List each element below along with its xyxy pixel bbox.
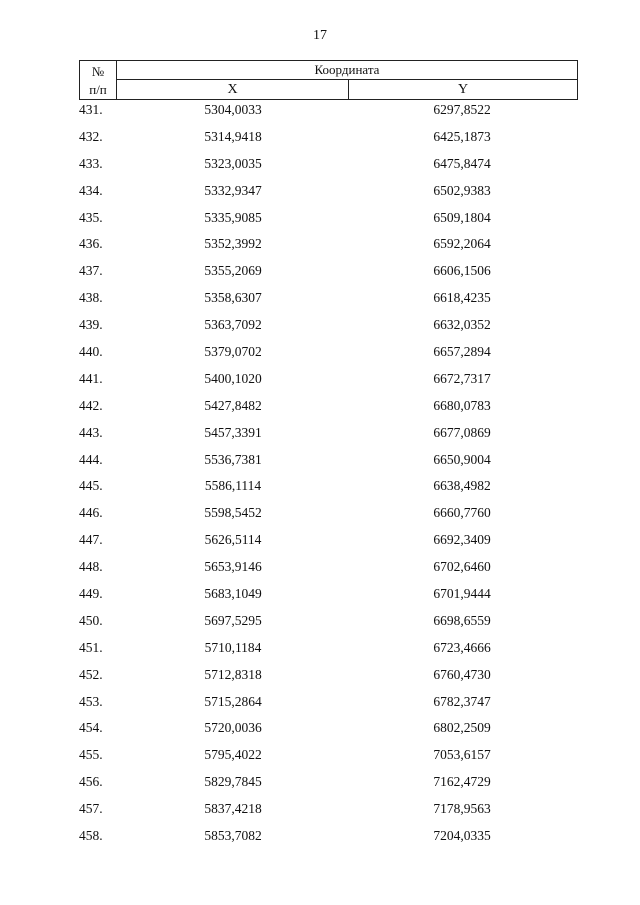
y-coordinate: 6618,4235 — [433, 290, 491, 306]
y-coordinate: 6692,3409 — [433, 532, 491, 548]
row-number: 457. — [79, 801, 103, 817]
row-number: 434. — [79, 182, 103, 198]
table-row — [79, 423, 578, 450]
x-coordinate: 5586,1114 — [204, 478, 262, 494]
table-row — [79, 530, 578, 557]
x-coordinate: 5626,5114 — [204, 532, 262, 548]
table-row — [79, 396, 578, 423]
table-row — [79, 826, 578, 853]
x-coordinate: 5697,5295 — [204, 612, 262, 628]
x-coordinate: 5683,1049 — [204, 586, 262, 602]
x-coordinate: 5332,9347 — [204, 182, 262, 198]
row-number: 445. — [79, 478, 103, 494]
y-coordinate: 6723,4666 — [433, 639, 491, 655]
table-row — [79, 450, 578, 477]
x-coordinate: 5795,4022 — [204, 747, 262, 763]
row-number: 431. — [79, 102, 103, 117]
x-coordinate: 5379,0702 — [204, 344, 262, 360]
table-row — [79, 288, 578, 315]
row-number: 436. — [79, 236, 103, 252]
row-number: 455. — [79, 747, 103, 763]
row-number: 432. — [79, 128, 103, 144]
row-number: 452. — [79, 666, 103, 682]
row-number: 440. — [79, 344, 103, 360]
y-coordinate: 7053,6157 — [433, 747, 491, 763]
number-column-header — [80, 61, 117, 99]
y-coordinate: 6680,0783 — [433, 397, 491, 413]
table-row — [79, 611, 578, 638]
y-coordinate: 6782,3747 — [433, 693, 491, 709]
y-coordinate: 6760,4730 — [433, 666, 491, 682]
row-number: 451. — [79, 639, 103, 655]
x-coordinate: 5314,9418 — [204, 128, 262, 144]
x-column-header: X — [117, 80, 349, 99]
x-coordinate: 5829,7845 — [204, 774, 262, 790]
row-number: 433. — [79, 155, 103, 171]
row-number: 454. — [79, 720, 103, 736]
y-coordinate: 6672,7317 — [433, 370, 491, 386]
y-coordinate: 6509,1804 — [433, 209, 491, 225]
table-row — [79, 745, 578, 772]
row-number: 449. — [79, 586, 103, 602]
x-coordinate: 5355,2069 — [204, 263, 262, 279]
y-coordinate: 6638,4982 — [433, 478, 491, 494]
x-coordinate: 5853,7082 — [204, 828, 262, 844]
row-number: 446. — [79, 505, 103, 521]
y-coordinate: 6475,8474 — [433, 155, 491, 171]
table-row — [79, 181, 578, 208]
x-coordinate: 5536,7381 — [204, 451, 262, 467]
row-number: 453. — [79, 693, 103, 709]
table-row — [79, 261, 578, 288]
table-row — [79, 315, 578, 342]
x-coordinate: 5598,5452 — [204, 505, 262, 521]
y-coordinate: 6425,1873 — [433, 128, 491, 144]
number-sign-label: № — [91, 64, 105, 79]
row-number: 447. — [79, 532, 103, 548]
y-coordinate: 6297,8522 — [433, 102, 491, 117]
y-coordinate: 6698,6559 — [433, 612, 491, 628]
coordinates-table-body — [79, 100, 578, 853]
table-row — [79, 665, 578, 692]
table-row — [79, 234, 578, 261]
table-row — [79, 638, 578, 665]
y-coordinate: 7162,4729 — [433, 774, 491, 790]
y-coordinate: 6660,7760 — [433, 505, 491, 521]
table-row — [79, 557, 578, 584]
row-number: 442. — [79, 397, 103, 413]
y-coordinate: 6702,6460 — [433, 559, 491, 575]
table-row — [79, 154, 578, 181]
y-coordinate: 6606,1506 — [433, 263, 491, 279]
row-number: 450. — [79, 612, 103, 628]
y-coordinate: 7204,0335 — [433, 828, 491, 844]
y-coordinate: 6701,9444 — [433, 586, 491, 602]
table-row — [79, 476, 578, 503]
x-coordinate: 5653,9146 — [204, 559, 262, 575]
row-number: 448. — [79, 559, 103, 575]
x-coordinate: 5710,1184 — [204, 639, 262, 655]
table-row — [79, 369, 578, 396]
y-coordinate: 6632,0352 — [433, 317, 491, 333]
y-coordinate: 6657,2894 — [433, 344, 491, 360]
x-coordinate: 5457,3391 — [204, 424, 262, 440]
x-coordinate: 5304,0033 — [204, 102, 262, 117]
row-number: 441. — [79, 370, 103, 386]
table-row — [79, 208, 578, 235]
y-coordinate: 7178,9563 — [433, 801, 491, 817]
row-number: 438. — [79, 290, 103, 306]
x-coordinate: 5712,8318 — [204, 666, 262, 682]
table-row — [79, 342, 578, 369]
y-coordinate: 6502,9383 — [433, 182, 491, 198]
x-coordinate: 5323,0035 — [204, 155, 262, 171]
row-number: 437. — [79, 263, 103, 279]
row-number: 439. — [79, 317, 103, 333]
table-row — [79, 799, 578, 826]
coordinate-header: Координата — [117, 61, 577, 80]
x-coordinate: 5715,2864 — [204, 693, 262, 709]
y-coordinate: 6802,2509 — [433, 720, 491, 736]
row-number: 458. — [79, 828, 103, 844]
y-coordinate: 6677,0869 — [433, 424, 491, 440]
table-row — [79, 692, 578, 719]
x-coordinate: 5427,8482 — [204, 397, 262, 413]
x-coordinate: 5720,0036 — [204, 720, 262, 736]
y-coordinate: 6592,2064 — [433, 236, 491, 252]
table-row — [79, 584, 578, 611]
row-number: 444. — [79, 451, 103, 467]
y-coordinate: 6650,9004 — [433, 451, 491, 467]
x-coordinate: 5335,9085 — [204, 209, 262, 225]
x-coordinate: 5400,1020 — [204, 370, 262, 386]
x-coordinate: 5352,3992 — [204, 236, 262, 252]
page-number: 17 — [313, 28, 327, 43]
row-number: 443. — [79, 424, 103, 440]
table-row — [79, 772, 578, 799]
x-coordinate: 5358,6307 — [204, 290, 262, 306]
row-number: 435. — [79, 209, 103, 225]
y-column-header: Y — [457, 82, 469, 97]
x-coordinate: 5837,4218 — [204, 801, 262, 817]
table-row — [79, 100, 578, 127]
table-row — [79, 503, 578, 530]
table-row — [79, 718, 578, 745]
x-coordinate: 5363,7092 — [204, 317, 262, 333]
row-number: 456. — [79, 774, 103, 790]
table-row — [79, 127, 578, 154]
ordinal-label: п/п — [89, 82, 107, 97]
coordinates-table-header — [79, 60, 578, 100]
